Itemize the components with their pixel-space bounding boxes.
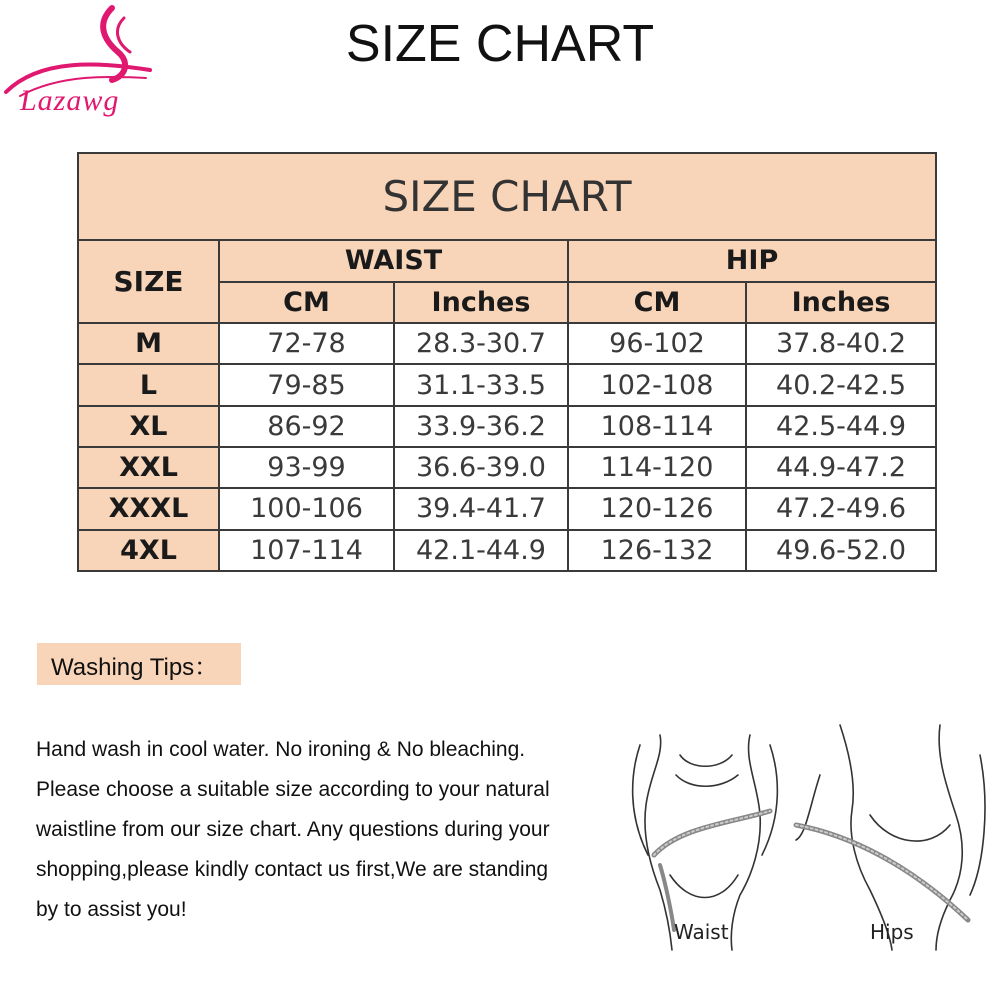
hip-cm-cell: 120-126 (568, 488, 746, 529)
washing-line: Hand wash in cool water. No ironing & No bleaching. (36, 738, 526, 761)
page-title: SIZE CHART (345, 15, 655, 73)
waist-inches-cell: 31.1-33.5 (394, 364, 568, 405)
table-title: SIZE CHART (78, 153, 936, 240)
size-cell: XXL (78, 447, 219, 488)
waist-figure-label: Waist (674, 920, 729, 944)
waist-group-header: WAIST (219, 240, 568, 282)
table-row (78, 364, 936, 405)
hip-inches-cell: 37.8-40.2 (746, 323, 936, 364)
table-row (78, 530, 936, 571)
hip-inches-cell: 44.9-47.2 (746, 447, 936, 488)
hip-cm-cell: 102-108 (568, 364, 746, 405)
hip-cm-cell: 108-114 (568, 406, 746, 447)
hip-group-header: HIP (568, 240, 936, 282)
washing-tips-label: Washing Tips： (37, 643, 241, 685)
size-column-header: SIZE (78, 240, 219, 324)
waist-cm-cell: 93-99 (219, 447, 394, 488)
waist-cm-cell: 100-106 (219, 488, 394, 529)
table-row (78, 447, 936, 488)
body-figures-icon (620, 715, 1000, 955)
hips-figure-label: Hips (870, 920, 914, 944)
washing-line: Please choose a suitable size according to your natural (36, 778, 550, 801)
size-cell: 4XL (78, 530, 219, 571)
size-cell: M (78, 323, 219, 364)
hip-inches-header: Inches (746, 282, 936, 323)
hip-inches-cell: 47.2-49.6 (746, 488, 936, 529)
hip-inches-cell: 40.2-42.5 (746, 364, 936, 405)
washing-line: waistline from our size chart. Any questions during your (36, 818, 550, 841)
brand-name: Lazawg (20, 84, 120, 117)
hip-cm-cell: 96-102 (568, 323, 746, 364)
table-row (78, 406, 936, 447)
waist-cm-cell: 107-114 (219, 530, 394, 571)
hip-inches-cell: 49.6-52.0 (746, 530, 936, 571)
waist-inches-header: Inches (394, 282, 568, 323)
waist-inches-cell: 28.3-30.7 (394, 323, 568, 364)
size-cell: L (78, 364, 219, 405)
washing-line: shopping,please kindly contact us first,We are standing (36, 858, 549, 881)
hip-cm-cell: 126-132 (568, 530, 746, 571)
waist-inches-cell: 33.9-36.2 (394, 406, 568, 447)
size-chart-table (77, 152, 937, 572)
size-cell: XL (78, 406, 219, 447)
table-row (78, 488, 936, 529)
hip-cm-cell: 114-120 (568, 447, 746, 488)
washing-line: by to assist you! (36, 898, 187, 921)
waist-cm-header: CM (219, 282, 394, 323)
hip-inches-cell: 42.5-44.9 (746, 406, 936, 447)
waist-cm-cell: 79-85 (219, 364, 394, 405)
size-cell: XXXL (78, 488, 219, 529)
table-row (78, 323, 936, 364)
washing-tips-text (36, 730, 616, 930)
waist-cm-cell: 72-78 (219, 323, 394, 364)
waist-cm-cell: 86-92 (219, 406, 394, 447)
measurement-illustration (620, 715, 1000, 955)
waist-inches-cell: 42.1-44.9 (394, 530, 568, 571)
hip-cm-header: CM (568, 282, 746, 323)
waist-inches-cell: 39.4-41.7 (394, 488, 568, 529)
waist-inches-cell: 36.6-39.0 (394, 447, 568, 488)
